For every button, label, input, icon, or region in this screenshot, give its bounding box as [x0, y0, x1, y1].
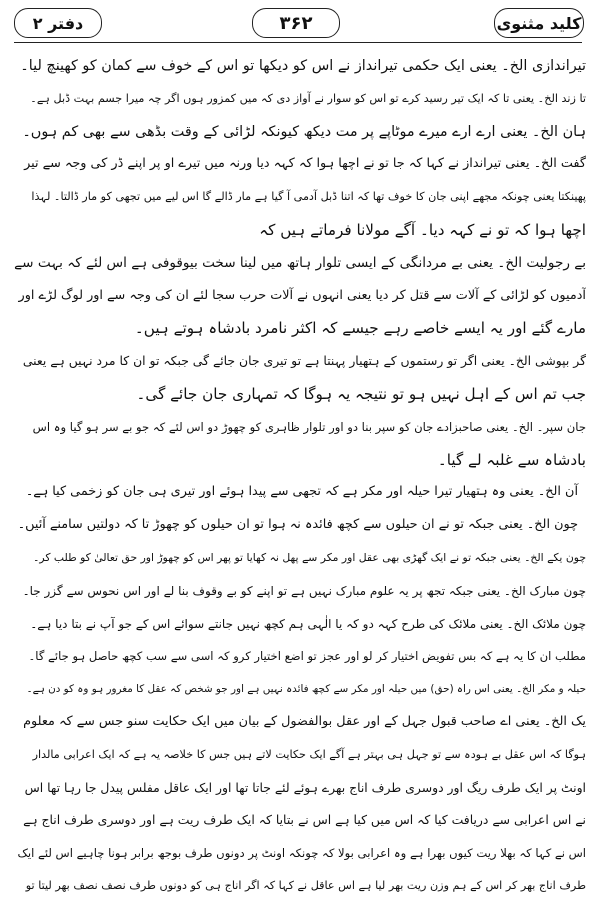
text-line: تیراندازی الخ۔ یعنی ایک حکمی تیرانداز نے اس کو دیکھا تو اس کے خوف سے کمان کو کھینچ لیا۔ [20, 58, 586, 74]
page-body [14, 50, 586, 903]
text-line: حیلہ و مکر الخ۔ یعنی اس راہ (حق) میں حیلہ اور مکر سے کچھ فائدہ نہیں ہے اور جو شخص کہ عقل کا مغرور ہو وہ کو دن ہے۔ [26, 683, 586, 696]
text-line: طرف اناج بھر کر اس کے ہم وزن ریت بھر لیا ہے اس عاقل نے کہا کہ اگر اناج ہی کو دونوں طرف نصف نصف بھر لیتا تو [25, 878, 586, 892]
book-title: کلید مثنوی [494, 8, 584, 38]
page-header [0, 0, 600, 44]
text-line: آدمیوں کو لڑائی کے آلات سے قتل کر دیا یعنی انہوں نے آلات حرب سجا لئے ان کی وجہ سے اور لوگ لڑے اور [18, 287, 586, 303]
text-line: چون مبارک الخ۔ یعنی جبکہ تجھ پر یہ علوم مبارک نہیں ہے تو اپنے کو بے وقوف بنا لے اور اس نحوس سے گزر جا۔ [22, 583, 586, 598]
page-number: ۳۶۲ [252, 8, 340, 38]
text-line: گفت الخ۔ یعنی تیرانداز نے کہا کہ جا تو نے اچھا ہوا کہ کہہ دیا ورنہ میں تیرے او پر اپنے ڈر کی وجہ سے تیر [24, 156, 586, 172]
text-line: پھینکتا یعنی چونکہ مجھے اپنی جان کا خوف تھا کہ اتنا ڈبل آدمی آ گیا ہے مار ڈالے گا اس لیے میں تجھی کو مار ڈالتا۔ لہذا [31, 190, 586, 204]
text-line: نے اس اعرابی سے دریافت کیا کہ اس میں کیا ہے اس نے بتایا کہ ایک طرف ریت ہے اور دوسری طرف اناج ہے [23, 812, 586, 828]
text-line: مارے گئے اور یہ ایسے خاصے رہے جیسے کہ اکثر نامرد بادشاہ ہوتے ہیں۔ [134, 319, 586, 338]
volume-label: دفتر ۲ [14, 8, 102, 38]
text-line: چون الخ۔ یعنی جبکہ تو نے ان حیلوں سے کچھ فائدہ نہ ہوا تو ان حیلوں کو چھوڑ تا کہ دولتیں سامنے آئیں۔ [17, 517, 578, 533]
header-rule [14, 42, 582, 43]
text-line: یک الخ۔ یعنی اے صاحب قبول جہل کے اور عقل بوالفضول کے بیان میں ایک حکایت سنو جس سے کہ معلوم [23, 713, 586, 729]
text-line: اچھا ہوا کہ تو نے کہہ دیا۔ آگے مولانا فرماتے ہیں کہ [259, 220, 586, 239]
text-line: اس نے کہا کہ بھلا ریت کیوں بھرا ہے وہ اعرابی بولا کہ چونکہ اونٹ پر دونوں طرف بوجھ برابر ہونا چاہیے اس لئے ایک [17, 846, 586, 861]
text-line: بادشاہ سے غلبہ لے گیا۔ [437, 450, 586, 469]
text-line: ہان الخ۔ یعنی ارے ارے میرے موٹاپے پر مت دیکھ کیونکہ لڑائی کے وقت بڈھی سے بھی کم ہوں۔ [22, 123, 586, 140]
text-line: چون ملائک الخ۔ یعنی ملائک کی طرح کہہ دو کہ یا الٰہی ہم کچھ نہیں جانتے سوائے اس کے جو آپ نے بتا دیا ہے۔ [30, 616, 586, 631]
text-line: جان سپر۔ الخ۔ یعنی صاحبزادے جان کو سپر بنا دو اور تلوار ظاہری کو چھوڑ دو اس لئے کہ جو بے سر ہو گیا وہ اس [32, 419, 586, 434]
text-line: جب تم اس کے اہل نہیں ہو تو نتیجہ یہ ہوگا کہ تمہاری جان جائے گی۔ [136, 384, 586, 403]
text-line: چون یکے الخ۔ یعنی جبکہ تو نے ایک گھڑی بھی عقل اور مکر سے پھل نہ کھایا تو پھر اس کو چھوڑ اور حق تعالیٰ کو طلب کر۔ [33, 550, 586, 564]
text-line: تا زند الخ۔ یعنی تا کہ ایک تیر رسید کرے تو اس کو سوار نے آواز دی کہ میں کمزور ہوں اگر چہ میرا جسم بہت ڈبل ہے۔ [30, 91, 586, 105]
text-line: بے رجولیت الخ۔ یعنی بے مردانگی کے ایسی تلوار ہاتھ میں لینا سخت بیوقوفی ہے اس لئے کہ بہت سے [14, 254, 586, 271]
text-line: مطلب ان کا یہ ہے کہ بس تفویض اختیار کر لو اور عجز تو اضع اختیار کرو کہ اسی سے سب کچھ حاصل ہو جائے گا۔ [28, 649, 586, 664]
text-line: گر بپوشی الخ۔ یعنی اگر تو رستموں کے ہتھیار پہنتا ہے تو تیری جان جائے گی جبکہ تو ان کا مرد نہیں ہے یعنی [22, 353, 586, 369]
text-line: اونٹ پر ایک طرف ریگ اور دوسری طرف اناج بھرے ہوئے لئے جاتا تھا اور ایک عاقل مفلس پیدل جا رہا تھا اس [24, 779, 586, 795]
text-line: ہوگا کہ اس عقل بے ہودہ سے تو جہل ہی بہتر ہے آگے ایک حکایت لاتے ہیں جس کا خلاصہ یہ ہے کہ ایک اعرابی مالدار [32, 747, 586, 761]
text-line: آن الخ۔ یعنی وہ ہتھیار تیرا حیلہ اور مکر ہے کہ تجھی سے پیدا ہوئے اور تیری ہی جان کو زخمی کیا ہے۔ [25, 484, 578, 500]
